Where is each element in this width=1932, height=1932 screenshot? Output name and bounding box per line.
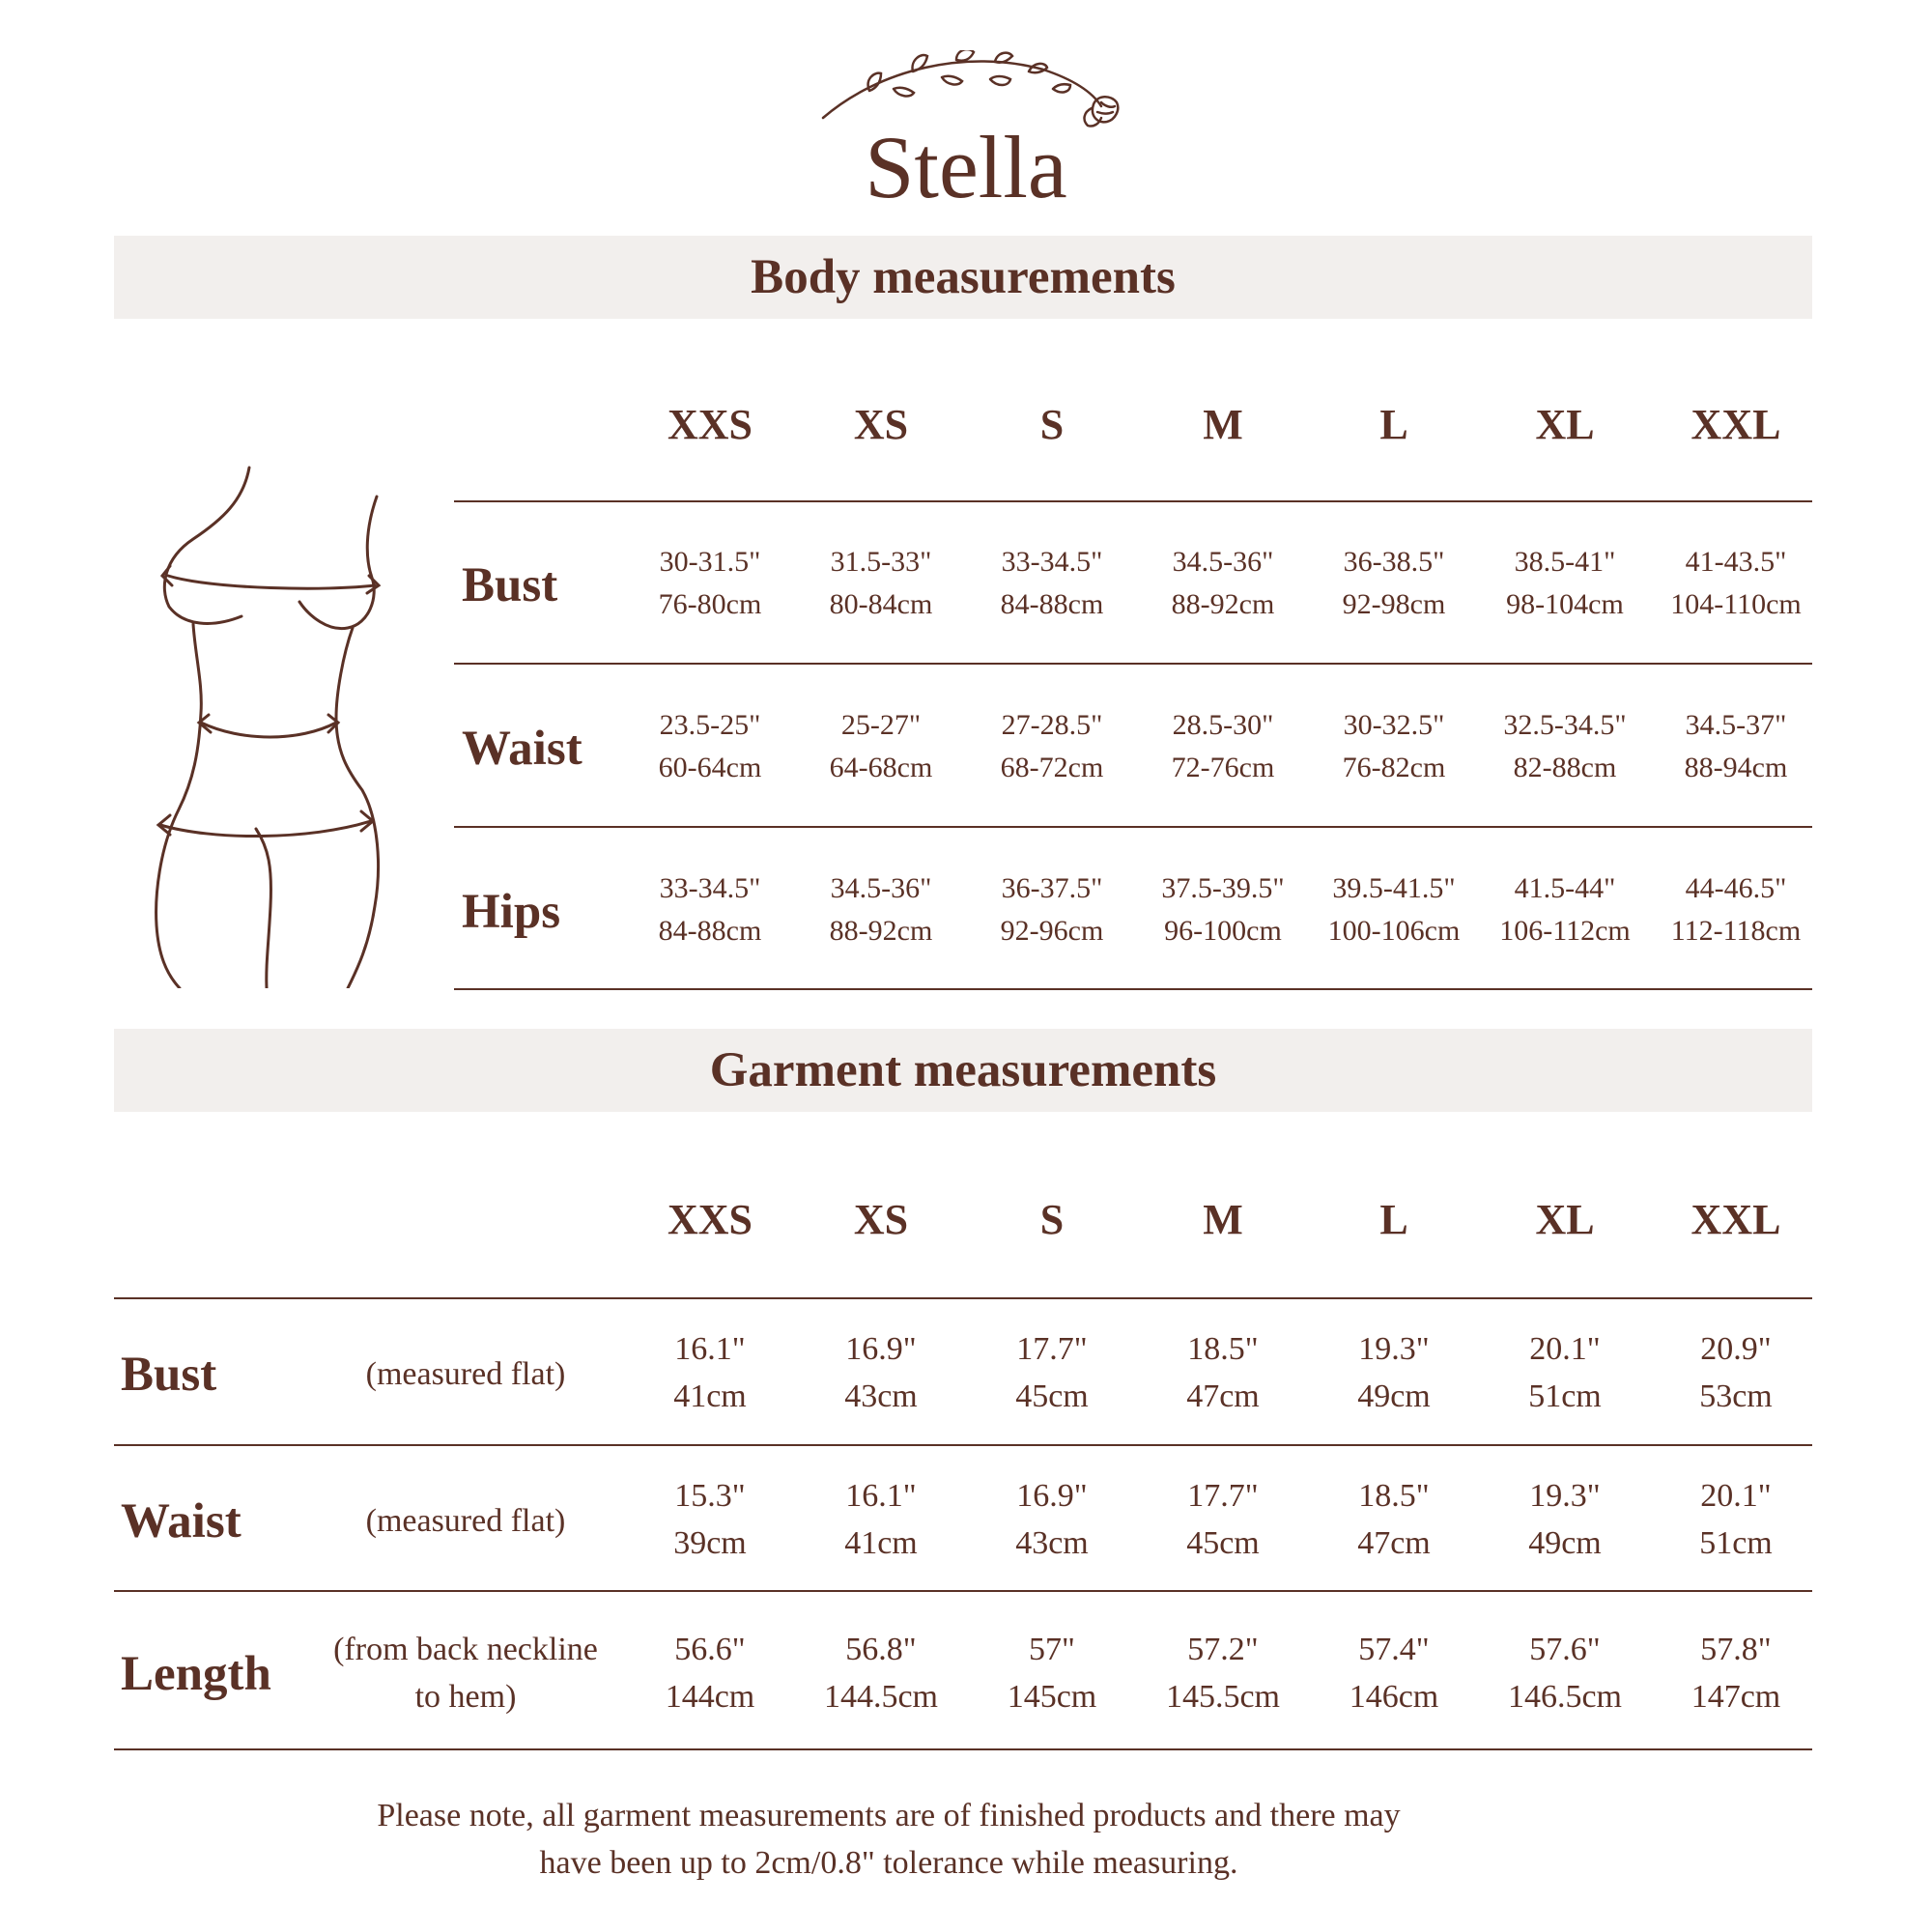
table-cell: 57" 145cm	[1007, 1632, 1097, 1715]
footnote	[0, 1792, 1777, 1887]
body-size-xxs: XXS	[667, 401, 753, 448]
divider	[114, 1297, 1812, 1299]
footnote-line: Please note, all garment measurements are of finished products and there may	[377, 1798, 1401, 1833]
table-cell: 38.5-41" 98-104cm	[1506, 546, 1624, 620]
garment-size-xxs: XXS	[667, 1196, 753, 1243]
table-cell: 23.5-25" 60-64cm	[658, 709, 762, 783]
table-cell: 25-27" 64-68cm	[829, 709, 933, 783]
body-size-l: L	[1379, 401, 1408, 448]
table-cell: 17.7" 45cm	[1015, 1331, 1089, 1414]
table-cell: 41.5-44" 106-112cm	[1499, 872, 1631, 947]
table-cell: 19.3" 49cm	[1357, 1331, 1431, 1414]
table-cell: 57.2" 145.5cm	[1165, 1632, 1281, 1715]
garment-size-xs: XS	[853, 1196, 909, 1243]
table-cell: 57.8" 147cm	[1690, 1632, 1781, 1715]
table-cell: 33-34.5" 84-88cm	[1000, 546, 1104, 620]
body-row-label-waist: Waist	[462, 722, 582, 776]
brand-name: Stella	[865, 118, 1067, 216]
table-cell: 30-32.5" 76-82cm	[1342, 709, 1446, 783]
table-cell: 16.1" 41cm	[844, 1478, 918, 1561]
body-row-label-hips: Hips	[462, 885, 561, 939]
footnote-line: have been up to 2cm/0.8" tolerance while measuring.	[539, 1845, 1238, 1881]
table-cell: 56.6" 144cm	[665, 1632, 755, 1715]
table-cell: 33-34.5" 84-88cm	[658, 872, 762, 947]
table-cell: 20.9" 53cm	[1699, 1331, 1773, 1414]
divider	[454, 826, 1812, 828]
table-cell: 30-31.5" 76-80cm	[658, 546, 762, 620]
table-cell: 36-38.5" 92-98cm	[1342, 546, 1446, 620]
garment-row-note: (from back neckline to hem)	[333, 1632, 598, 1715]
table-cell: 57.6" 146.5cm	[1507, 1632, 1623, 1715]
table-cell: 34.5-36" 88-92cm	[1171, 546, 1275, 620]
divider	[114, 1444, 1812, 1446]
table-cell: 36-37.5" 92-96cm	[1000, 872, 1104, 947]
table-cell: 17.7" 45cm	[1186, 1478, 1260, 1561]
garment-size-xl: XL	[1535, 1196, 1595, 1243]
body-measurements-title: Body measurements	[751, 250, 1176, 304]
body-silhouette-icon	[155, 462, 386, 988]
body-size-xs: XS	[853, 401, 909, 448]
garment-row-label-length: Length	[121, 1647, 271, 1701]
table-cell: 34.5-36" 88-92cm	[829, 872, 933, 947]
table-cell: 41-43.5" 104-110cm	[1670, 546, 1802, 620]
table-cell: 18.5" 47cm	[1186, 1331, 1260, 1414]
body-measurements-header	[114, 236, 1812, 319]
table-cell: 19.3" 49cm	[1528, 1478, 1602, 1561]
table-cell: 57.4" 146cm	[1349, 1632, 1439, 1715]
garment-row-note: (measured flat)	[365, 1356, 566, 1392]
divider	[114, 1590, 1812, 1592]
table-cell: 16.1" 41cm	[673, 1331, 747, 1414]
table-cell: 27-28.5" 68-72cm	[1000, 709, 1104, 783]
table-cell: 20.1" 51cm	[1528, 1331, 1602, 1414]
table-cell: 56.8" 144.5cm	[823, 1632, 939, 1715]
table-cell: 20.1" 51cm	[1699, 1478, 1773, 1561]
body-size-xl: XL	[1535, 401, 1595, 448]
table-cell: 32.5-34.5" 82-88cm	[1503, 709, 1627, 783]
body-size-s: S	[1039, 401, 1065, 448]
garment-measurements-header	[114, 1029, 1812, 1112]
table-cell: 15.3" 39cm	[673, 1478, 747, 1561]
body-row-label-bust: Bust	[462, 558, 558, 612]
divider	[454, 988, 1812, 990]
divider	[454, 663, 1812, 665]
table-cell: 39.5-41.5" 100-106cm	[1327, 872, 1461, 947]
table-cell: 16.9" 43cm	[1015, 1478, 1089, 1561]
table-cell: 44-46.5" 112-118cm	[1670, 872, 1802, 947]
divider	[454, 500, 1812, 502]
divider	[114, 1748, 1812, 1750]
body-size-m: M	[1203, 401, 1243, 448]
garment-size-l: L	[1379, 1196, 1408, 1243]
garment-size-s: S	[1039, 1196, 1065, 1243]
garment-measurements-title: Garment measurements	[709, 1043, 1217, 1097]
table-cell: 18.5" 47cm	[1357, 1478, 1431, 1561]
garment-row-label-bust: Bust	[121, 1348, 217, 1402]
table-cell: 34.5-37" 88-94cm	[1684, 709, 1788, 783]
garment-row-label-waist: Waist	[121, 1494, 242, 1548]
garment-size-xxl: XXL	[1690, 1196, 1781, 1243]
table-cell: 37.5-39.5" 96-100cm	[1161, 872, 1285, 947]
body-size-xxl: XXL	[1690, 401, 1781, 448]
table-cell: 16.9" 43cm	[844, 1331, 918, 1414]
table-cell: 28.5-30" 72-76cm	[1171, 709, 1275, 783]
garment-row-note: (measured flat)	[365, 1503, 566, 1539]
garment-size-m: M	[1203, 1196, 1243, 1243]
table-cell: 31.5-33" 80-84cm	[829, 546, 933, 620]
